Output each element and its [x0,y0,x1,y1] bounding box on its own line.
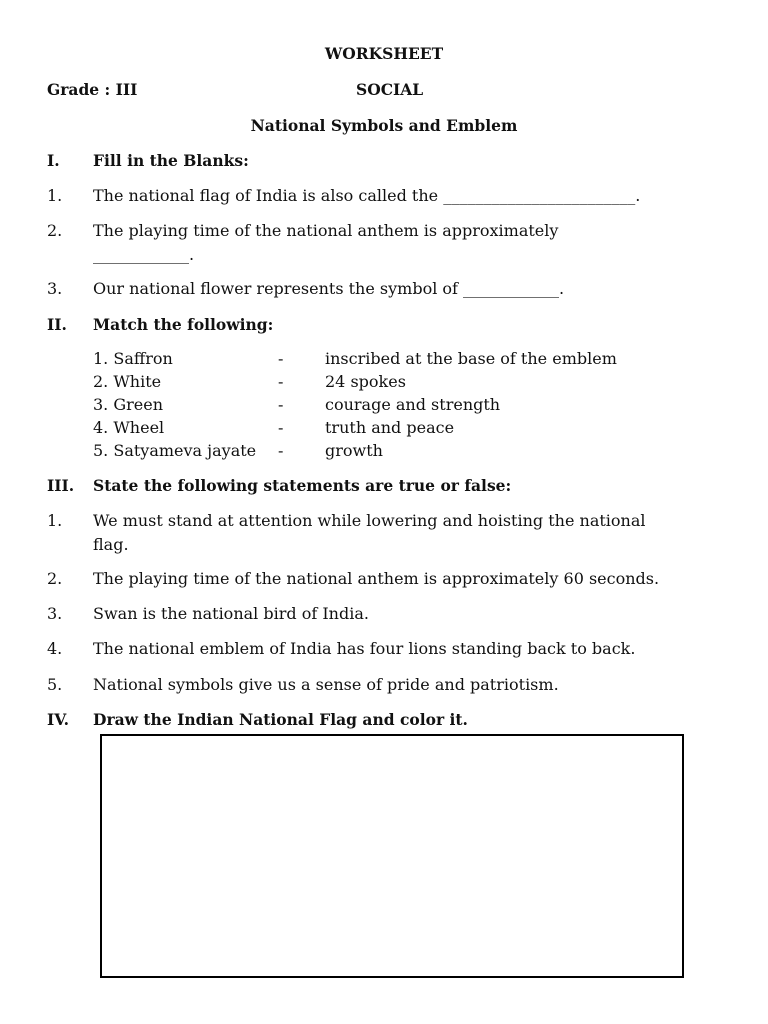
true-false-statement: National symbols give us a sense of pride and patriotism. [93,675,559,694]
statement-number: 5. [47,675,63,694]
section-2-heading: Match the following: [93,315,274,334]
fill-blank-question-continued: ____________. [93,245,195,264]
subject-label: SOCIAL [356,80,424,99]
match-dash: - [278,372,284,391]
section-3-heading: State the following statements are true or false: [93,476,512,495]
grade-label: Grade : III [47,80,138,99]
topic-title: National Symbols and Emblem [250,116,518,135]
fill-blank-question: Our national flower represents the symbol of ____________. [93,279,565,298]
true-false-statement: We must stand at attention while lowering and hoisting the national [93,511,646,530]
true-false-statement: Swan is the national bird of India. [93,604,369,623]
match-right-item: courage and strength [325,395,501,414]
flag-drawing-box[interactable] [100,734,684,978]
section-4-heading: Draw the Indian National Flag and color it. [93,710,468,729]
match-dash: - [278,441,284,460]
match-right-item: truth and peace [325,418,455,437]
worksheet-title: WORKSHEET [324,44,444,63]
section-4-number: IV. [47,710,69,729]
section-1-heading: Fill in the Blanks: [93,151,249,170]
match-left-item: 3. Green [93,395,164,414]
statement-number: 3. [47,604,63,623]
match-right-item: growth [325,441,383,460]
section-1-number: I. [47,151,60,170]
true-false-statement: The playing time of the national anthem is approximately 60 seconds. [93,569,660,588]
match-left-item: 4. Wheel [93,418,165,437]
match-dash: - [278,349,284,368]
match-left-item: 1. Saffron [93,349,173,368]
match-left-item: 5. Satyameva jayate [93,441,257,460]
match-left-item: 2. White [93,372,162,391]
true-false-statement-continued: flag. [93,535,129,554]
question-number: 1. [47,186,63,205]
question-number: 2. [47,221,63,240]
question-number: 3. [47,279,63,298]
section-2-number: II. [47,315,67,334]
match-dash: - [278,395,284,414]
fill-blank-question: The playing time of the national anthem is approximately [93,221,559,240]
match-right-item: 24 spokes [325,372,406,391]
match-dash: - [278,418,284,437]
true-false-statement: The national emblem of India has four lions standing back to back. [93,639,636,658]
section-3-number: III. [47,476,75,495]
match-right-item: inscribed at the base of the emblem [325,349,617,368]
statement-number: 1. [47,511,63,530]
statement-number: 2. [47,569,63,588]
fill-blank-question: The national flag of India is also called the ________________________. [93,186,641,205]
statement-number: 4. [47,639,63,658]
